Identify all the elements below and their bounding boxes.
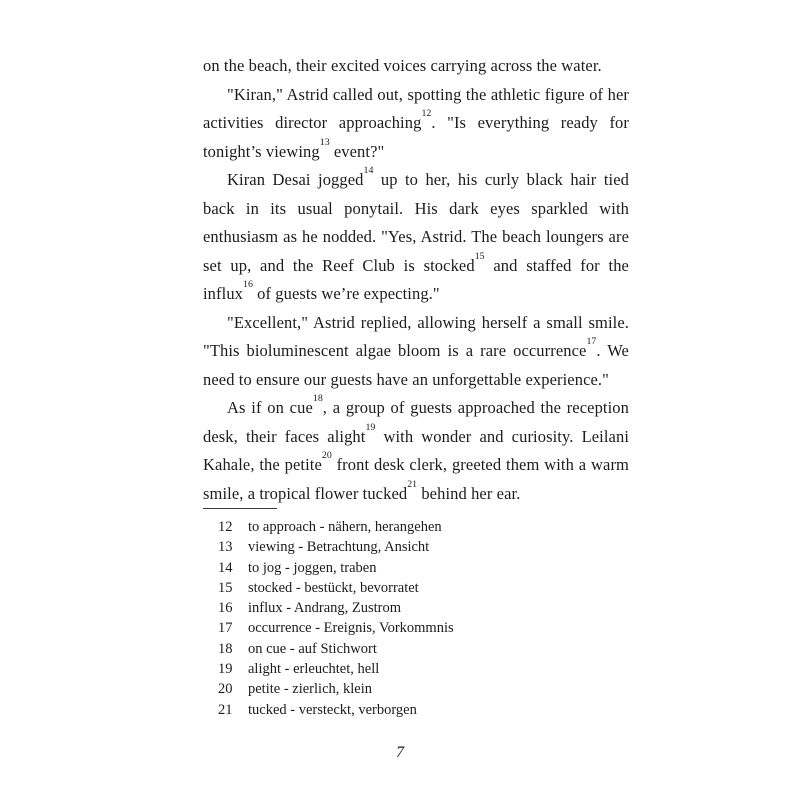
footnote-ref: 20 — [321, 450, 332, 462]
footnote-item — [218, 537, 630, 557]
footnote-ref: 21 — [407, 478, 418, 490]
paragraph: As if on cue$^{18}$, a group of guests approached the reception desk, their faces alight$^{19}$ with wonder and curiosity. Leilani Kahale, the petite$^{20}$ front desk clerk, greeted them with a warm smile, a tropical flower tucked$^{21}$ behind her ear. — [203, 393, 629, 503]
footnote-ref: 14 — [363, 165, 374, 177]
footnote-text: stocked - bestückt, bevorratet — [248, 579, 419, 596]
paragraph: Kiran Desai jogged$^{14}$ up to her, his curly black hair tied back in its usual ponytail. His dark eyes sparkled with enthusiasm as he nodded. "Yes, Astrid. The beach loungers are set up, and the Reef Club is stocked$^{15}$ and staffed for the influx$^{16}$ of guests we’re expecting." — [203, 165, 629, 303]
footnote-separator — [203, 508, 277, 509]
footnote-item — [218, 679, 630, 699]
footnote-text: to approach - nähern, herangehen — [248, 519, 442, 535]
footnote-number: 21 — [218, 701, 233, 718]
footnote-text: alight - erleuchtet, hell — [248, 661, 380, 678]
footnote-item — [218, 659, 630, 679]
body-text — [203, 52, 629, 508]
footnote-item — [218, 639, 630, 659]
footnote-item — [218, 700, 630, 720]
footnote-item — [218, 558, 630, 578]
paragraph: "Kiran," Astrid called out, spotting the athletic figure of her activities director approaching$^{12}$. "Is everything ready for tonight’s viewing$^{13}$ event?" — [203, 84, 629, 161]
footnote-number: 13 — [218, 539, 233, 556]
footnote-text: petite - zierlich, klein — [248, 681, 373, 698]
footnote-item — [218, 598, 630, 618]
paragraph: "Excellent," Astrid replied, allowing herself a small smile. "This bioluminescent algae bloom is a rare occurrence$^{17}$. We need to ensure our guests have an unforgettable experience." — [203, 312, 629, 389]
footnote-ref: 15 — [474, 250, 485, 262]
footnote-number: 12 — [218, 519, 233, 535]
page-number: 7 — [396, 744, 404, 761]
footnote-ref: 18 — [312, 393, 323, 405]
footnote-ref: 19 — [365, 421, 376, 433]
footnote-text: viewing - Betrachtung, Ansicht — [248, 539, 430, 556]
footnote-ref: 13 — [319, 136, 330, 148]
footnote-text: tucked - versteckt, verborgen — [248, 701, 417, 718]
footnote-item — [218, 517, 630, 537]
footnote-number: 20 — [218, 681, 233, 698]
footnote-text: on cue - auf Stichwort — [248, 640, 377, 657]
footnote-number: 15 — [218, 579, 233, 596]
footnote-text: occurrence - Ereignis, Vorkommnis — [248, 620, 454, 637]
paragraph: on the beach, their excited voices carrying across the water. — [203, 56, 602, 75]
footnote-ref: 16 — [243, 279, 253, 291]
footnote-number: 19 — [218, 661, 233, 678]
footnote-number: 18 — [218, 640, 233, 657]
footnote-item — [218, 578, 630, 598]
footnote-number: 16 — [218, 600, 233, 617]
footnote-text: influx - Andrang, Zustrom — [248, 600, 402, 617]
footnotes-list — [218, 517, 630, 720]
footnote-number: 17 — [218, 620, 233, 637]
footnote-ref: 12 — [421, 108, 432, 120]
footnote-ref: 17 — [586, 336, 597, 348]
footnote-text: to jog - joggen, traben — [248, 559, 377, 576]
footnote-item — [218, 618, 630, 638]
footnote-number: 14 — [218, 559, 233, 576]
